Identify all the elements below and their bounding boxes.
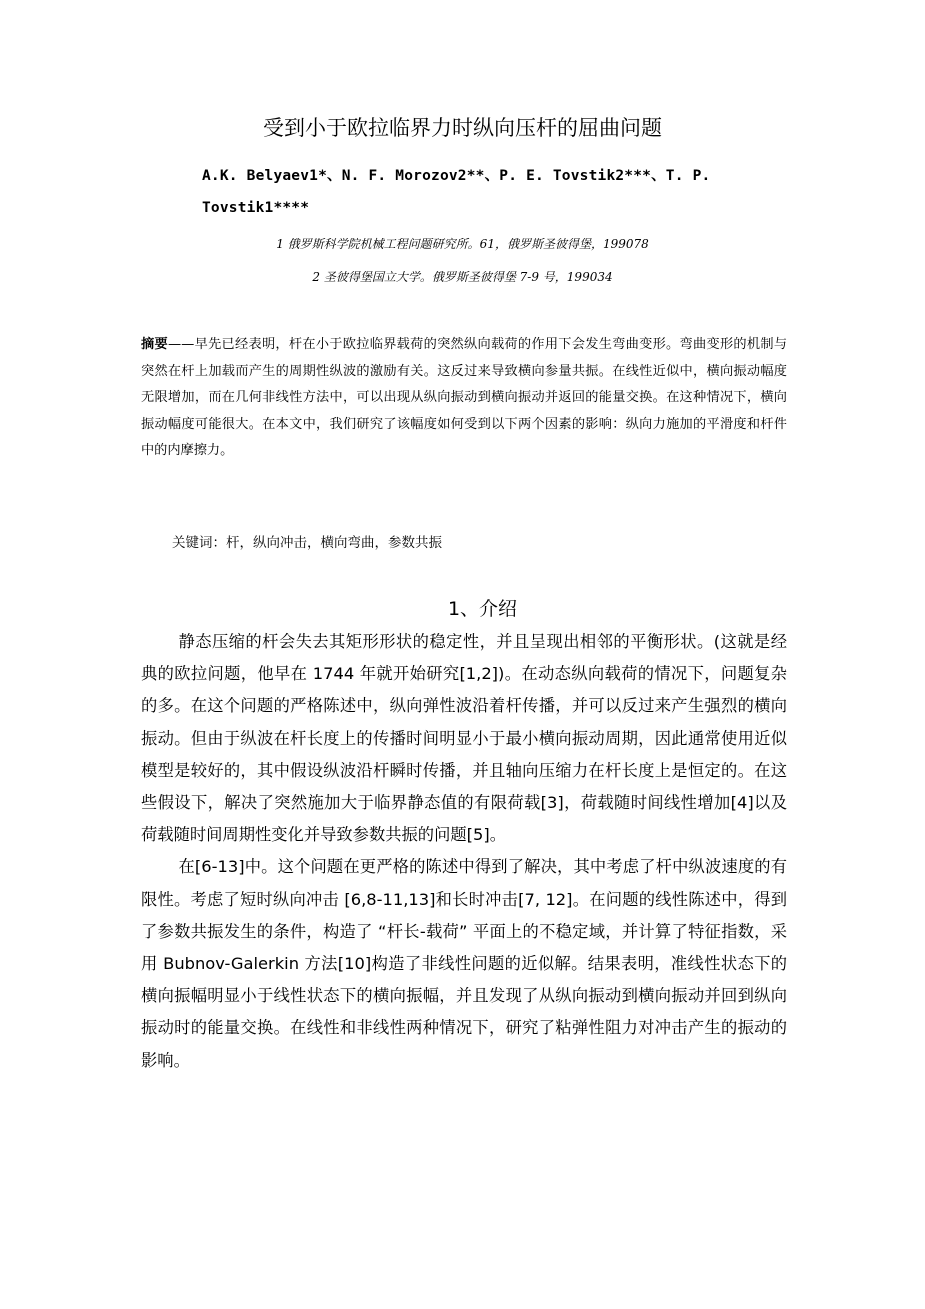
body-paragraph-2: 在[6-13]中。这个问题在更严格的陈述中得到了解决，其中考虑了杆中纵波速度的有限性。考虑了短时纵向冲击 [6,8-11,13]和长时冲击[7, 12]。在问题的线性陈述中，得到了参数共振发生的条件，构造了 “杆长-载荷” 平面上的不稳定域，并计算了特征指数，采用 Bubnov-Galerkin 方法[10]构造了非线性问题的近似解。结果表明，准线性状态下的横向振幅明显小于线性状态下的横向振幅，并且发现了从纵向振动到横向振动并回到纵向振动时的能量交换。在线性和非线性两种情况下，研究了粘弹性阻力对冲击产生的振动的影响。 [141, 857, 787, 1070]
paper-title: 受到小于欧拉临界力时纵向压杆的屈曲问题 [263, 116, 662, 140]
body-paragraph-1: 静态压缩的杆会失去其矩形形状的稳定性，并且呈现出相邻的平衡形状。(这就是经典的欧拉问题，他早在 1744 年就开始研究[1,2])。在动态纵向载荷的情况下，问题复杂的多。在这个问题的严格陈述中，纵向弹性波沿着杆传播，并可以反过来产生强烈的横向振动。但由于纵波在杆长度上的传播时间明显小于最小横向振动周期，因此通常使用近似模型是较好的，其中假设纵波沿杆瞬时传播，并且轴向压缩力在杆长度上是恒定的。在这些假设下，解决了突然施加大于临界静态值的有限荷载[3]，荷载随时间线性增加[4]以及荷载随时间周期性变化并导致参数共振的问题[5]。 [141, 632, 787, 845]
abstract-label: 摘要 [141, 337, 168, 352]
abstract [141, 332, 787, 465]
section-heading-introduction: 1、介绍 [447, 598, 518, 620]
author-list: A.K. Belyaev1*、N. F. Morozov2**、P. E. Tovstik2***、T. P. Tovstik1**** [202, 168, 711, 216]
affiliation-1: 1 俄罗斯科学院机械工程问题研究所。61，俄罗斯圣彼得堡，199078 [276, 237, 649, 251]
keywords: 关键词：杆，纵向冲击，横向弯曲，参数共振 [172, 535, 442, 551]
affiliation-2: 2 圣彼得堡国立大学。俄罗斯圣彼得堡 7-9 号，199034 [312, 270, 613, 284]
section-body [141, 626, 787, 1077]
abstract-text: ——早先已经表明，杆在小于欧拉临界载荷的突然纵向载荷的作用下会发生弯曲变形。弯曲变形的机制与突然在杆上加载而产生的周期性纵波的激励有关。这反过来导致横向参量共振。在线性近似中，横向振动幅度无限增加，而在几何非线性方法中，可以出现从纵向振动到横向振动并返回的能量交换。在这种情况下，横向振动幅度可能很大。在本文中，我们研究了该幅度如何受到以下两个因素的影响：纵向力施加的平滑度和杆件中的内摩擦力。 [141, 337, 788, 458]
